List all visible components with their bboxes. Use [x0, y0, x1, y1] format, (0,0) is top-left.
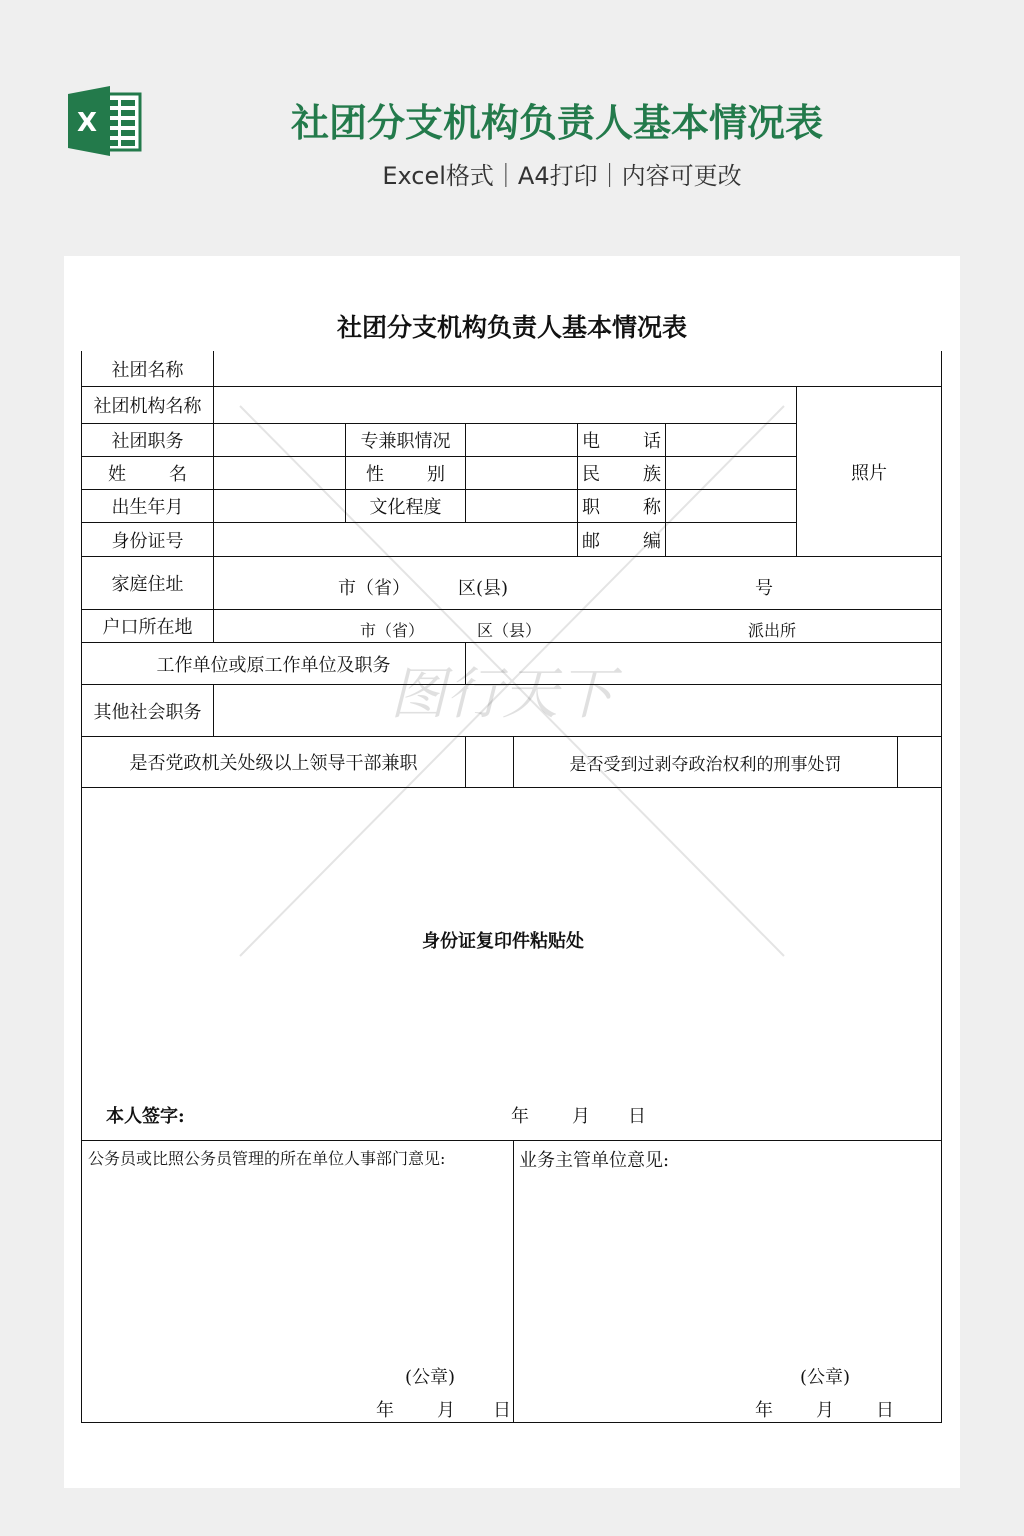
- hr-opinion-label: 公务员或比照公务员管理的所在单位人事部门意见:: [88, 1149, 446, 1168]
- label-char: 民: [582, 464, 600, 485]
- field-org-name[interactable]: [213, 351, 942, 387]
- field-hukou[interactable]: [213, 609, 942, 643]
- home-district: 区(县): [458, 578, 509, 599]
- label-ethnic: [577, 456, 666, 490]
- header-subtitle: Excel格式｜A4打印｜内容可更改: [382, 162, 742, 190]
- hukou-district: 区（县）: [477, 621, 542, 640]
- label-char: 名: [169, 464, 187, 485]
- label-char: 职: [582, 497, 600, 518]
- field-id-no[interactable]: [213, 522, 578, 557]
- hr-month: 月: [437, 1400, 455, 1421]
- form-title: 社团分支机构负责人基本情况表: [336, 313, 687, 342]
- label-char: 性: [366, 464, 384, 485]
- hukou-police: 派出所: [748, 621, 797, 640]
- field-education[interactable]: [465, 489, 578, 523]
- signature-label: 本人签字:: [106, 1106, 185, 1127]
- label-title: [577, 489, 666, 523]
- home-number: 号: [755, 578, 773, 599]
- sign-month: 月: [572, 1106, 590, 1127]
- label-hukou: 户口所在地: [81, 609, 214, 643]
- id-copy-area[interactable]: [81, 787, 942, 1141]
- field-gender[interactable]: [465, 456, 578, 490]
- hukou-city: 市（省）: [360, 621, 425, 640]
- label-phone: [577, 423, 666, 457]
- field-cadre[interactable]: [465, 736, 514, 788]
- label-cadre: 是否党政机关处级以上领导干部兼职: [81, 736, 466, 788]
- label-char: 姓: [108, 464, 126, 485]
- field-phone[interactable]: [665, 423, 797, 457]
- label-name: [81, 456, 214, 490]
- label-branch-name: 社团机构名称: [81, 386, 214, 424]
- label-postcode: [577, 522, 666, 557]
- label-char: 称: [643, 497, 661, 518]
- supervisor-opinion-label: 业务主管单位意见:: [519, 1150, 670, 1171]
- hr-day: 日: [493, 1400, 511, 1421]
- label-fulltime: 专兼职情况: [345, 423, 466, 457]
- label-char: 族: [643, 464, 661, 485]
- home-city: 市（省）: [338, 578, 410, 599]
- label-penalty: 是否受到过剥夺政治权利的刑事处罚: [513, 736, 898, 788]
- hr-seal: (公章): [405, 1367, 456, 1388]
- field-branch-name[interactable]: [213, 386, 797, 424]
- sup-day: 日: [876, 1400, 894, 1421]
- header-title: 社团分支机构负责人基本情况表: [290, 101, 823, 145]
- field-home[interactable]: [213, 556, 942, 610]
- sup-year: 年: [755, 1400, 773, 1421]
- field-work[interactable]: [465, 642, 942, 685]
- label-home: 家庭住址: [81, 556, 214, 610]
- field-name[interactable]: [213, 456, 346, 490]
- label-char: 邮: [582, 530, 600, 552]
- label-char: 电: [582, 431, 600, 452]
- id-copy-label: 身份证复印件粘贴处: [422, 931, 584, 952]
- field-ethnic[interactable]: [665, 456, 797, 490]
- label-position: 社团职务: [81, 423, 214, 457]
- sup-month: 月: [816, 1400, 834, 1421]
- sign-year: 年: [511, 1106, 529, 1127]
- watermark: 图行天下: [390, 662, 614, 727]
- label-id-no: 身份证号: [81, 522, 214, 557]
- sign-day: 日: [628, 1106, 646, 1127]
- field-birth[interactable]: [213, 489, 346, 523]
- field-other[interactable]: [213, 684, 942, 737]
- field-position[interactable]: [213, 423, 346, 457]
- supervisor-seal: (公章): [800, 1367, 851, 1388]
- svg-text:X: X: [76, 108, 98, 138]
- hr-year: 年: [376, 1400, 394, 1421]
- field-title[interactable]: [665, 489, 797, 523]
- field-postcode[interactable]: [665, 522, 797, 557]
- label-char: 别: [427, 464, 445, 485]
- field-penalty[interactable]: [897, 736, 942, 788]
- label-work: 工作单位或原工作单位及职务: [81, 642, 466, 685]
- label-char: 编: [643, 530, 661, 552]
- label-birth: 出生年月: [81, 489, 214, 523]
- supervisor-opinion-cell[interactable]: [513, 1140, 942, 1423]
- label-education: 文化程度: [345, 489, 466, 523]
- label-other: 其他社会职务: [81, 684, 214, 737]
- field-fulltime[interactable]: [465, 423, 578, 457]
- label-gender: [345, 456, 466, 490]
- photo-cell[interactable]: 照片: [796, 386, 942, 557]
- label-org-name: 社团名称: [81, 351, 214, 387]
- label-char: 话: [643, 431, 661, 452]
